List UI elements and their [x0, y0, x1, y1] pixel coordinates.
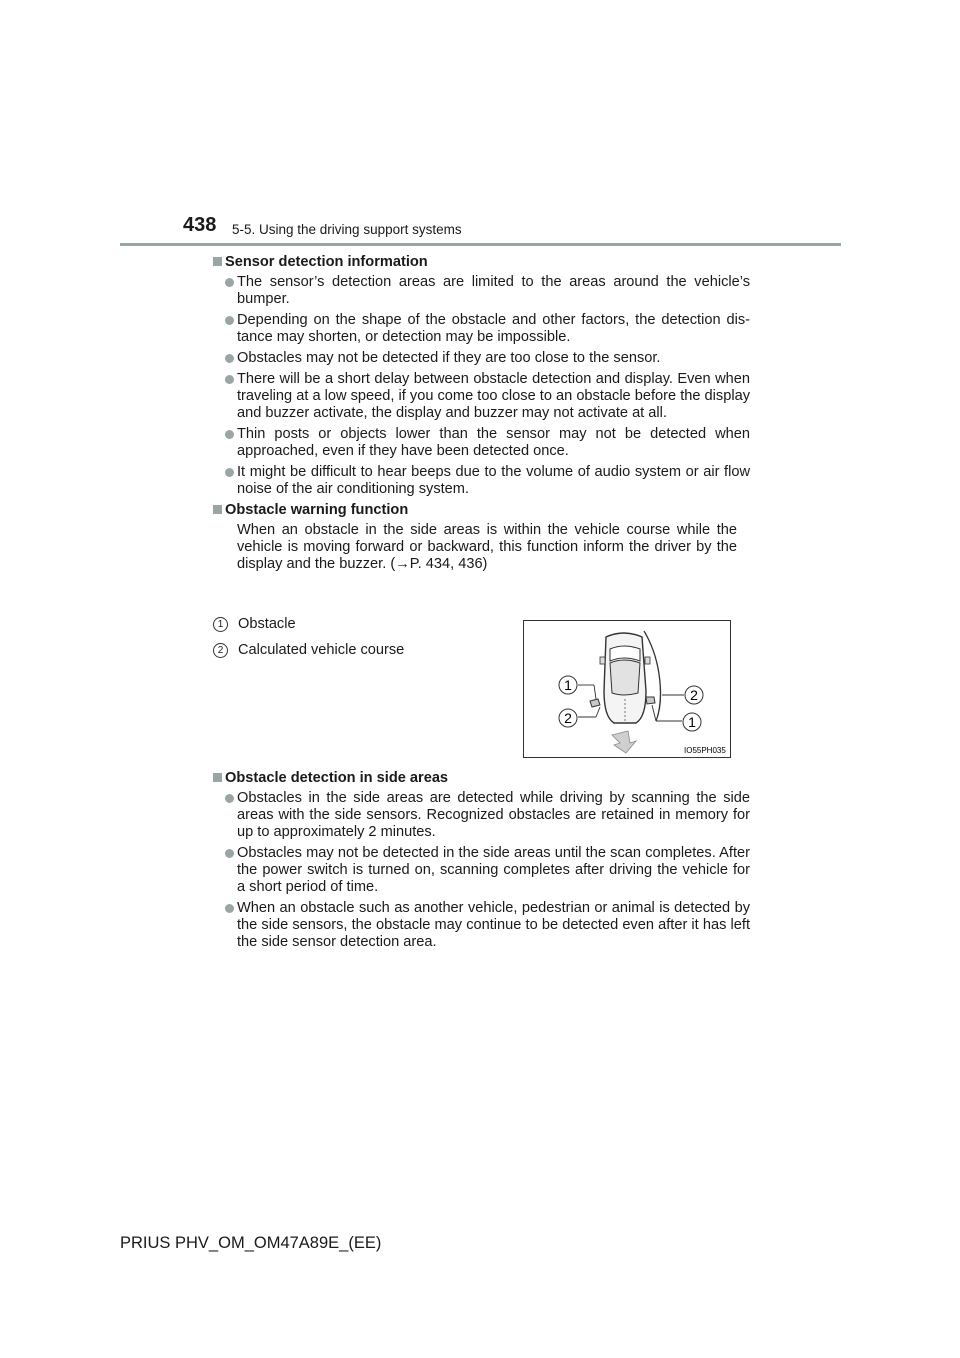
bullet-item — [213, 845, 750, 896]
figure-code: IO55PH035 — [684, 746, 726, 755]
circle-bullet-icon — [225, 794, 234, 803]
legend-number: 1 — [213, 617, 228, 632]
bullet-text: It might be difficult to hear beeps due to the volume of audio system or air flow noise of the air conditioning system. — [237, 464, 750, 497]
bullet-item — [213, 464, 750, 498]
circle-bullet-icon — [225, 278, 234, 287]
legend-label: Obstacle — [238, 616, 296, 632]
page-number: 438 — [183, 214, 217, 236]
leader-line — [596, 707, 600, 717]
sensor-info-section — [213, 254, 750, 577]
header-rule — [120, 243, 841, 246]
reverse-arrow-icon — [612, 731, 636, 753]
circle-bullet-icon — [225, 316, 234, 325]
bullet-text: There will be a short delay between obstacle detection and display. Even when traveling at a low speed, if you come too close to an obstacle before the display and buzzer activate, the display and buzzer may not activate at all. — [237, 371, 750, 421]
legend-label: Calculated vehicle course — [238, 642, 405, 658]
circle-bullet-icon — [225, 430, 234, 439]
section-title: 5-5. Using the driving support systems — [232, 222, 462, 237]
legend-item — [213, 616, 404, 642]
side-areas-section — [213, 770, 750, 955]
square-bullet-icon — [213, 773, 222, 782]
bullet-item — [213, 312, 750, 346]
heading-text: Sensor detection information — [225, 254, 428, 270]
bullet-item — [213, 900, 750, 951]
vehicle-course-illustration — [524, 621, 730, 757]
bullet-text: Thin posts or objects lower than the sensor may not be detected when approached, even if they have been detected once. — [237, 426, 750, 459]
footer-manual-code: PRIUS PHV_OM_OM47A89E_(EE) — [120, 1234, 382, 1252]
right-mirror — [645, 657, 650, 664]
right-obstacle-mark — [646, 697, 655, 704]
bullet-item — [213, 350, 750, 367]
bullet-text: Depending on the shape of the obstacle and other factors, the detection dis-tance may shorten, or detection may be impossible. — [237, 312, 750, 345]
bullet-item — [213, 274, 750, 308]
callout-label: 1 — [688, 714, 696, 730]
bullet-text: Obstacles may not be detected in the side areas until the scan completes. After the power switch is turned on, scanning completes after driving the vehicle for a short period of time. — [237, 845, 750, 895]
bullet-item — [213, 790, 750, 841]
warning-heading — [213, 502, 750, 519]
leader-line — [594, 685, 596, 699]
vehicle-course-figure — [523, 620, 731, 758]
sensor-info-heading — [213, 254, 750, 271]
callout-label: 1 — [564, 677, 572, 693]
square-bullet-icon — [213, 257, 222, 266]
left-obstacle-mark — [590, 699, 600, 707]
left-mirror — [600, 657, 605, 664]
car-roof — [610, 660, 640, 695]
leader-line — [652, 705, 656, 721]
warning-text: When an obstacle in the side areas is within the vehicle course while the vehicle is moving forward or backward, this function inform the driver by the display and the buzzer. (→P. 434, 436) — [237, 522, 737, 572]
bullet-text: Obstacles in the side areas are detected while driving by scanning the side areas with the side sensors. Recognized obstacles are retained in memory for up to approximately 2 minutes. — [237, 790, 750, 840]
bullet-item — [213, 426, 750, 460]
heading-text: Obstacle warning function — [225, 502, 409, 518]
circle-bullet-icon — [225, 849, 234, 858]
callout-label: 2 — [690, 687, 698, 703]
bullet-item — [213, 371, 750, 422]
callout-label: 2 — [564, 710, 572, 726]
square-bullet-icon — [213, 505, 222, 514]
circle-bullet-icon — [225, 354, 234, 363]
legend-number: 2 — [213, 643, 228, 658]
bullet-text: The sensor’s detection areas are limited to the areas around the vehicle’s bumper. — [237, 274, 750, 307]
bullet-text: Obstacles may not be detected if they are too close to the sensor. — [237, 350, 661, 366]
circle-bullet-icon — [225, 904, 234, 913]
bullet-text: When an obstacle such as another vehicle, pedestrian or animal is detected by the side sensors, the obstacle may continue to be detected even after it has left the side sensor detection area. — [237, 900, 750, 950]
legend-item — [213, 642, 404, 668]
circle-bullet-icon — [225, 375, 234, 384]
heading-text: Obstacle detection in side areas — [225, 770, 449, 786]
side-areas-heading — [213, 770, 750, 787]
figure-legend — [213, 616, 404, 668]
circle-bullet-icon — [225, 468, 234, 477]
